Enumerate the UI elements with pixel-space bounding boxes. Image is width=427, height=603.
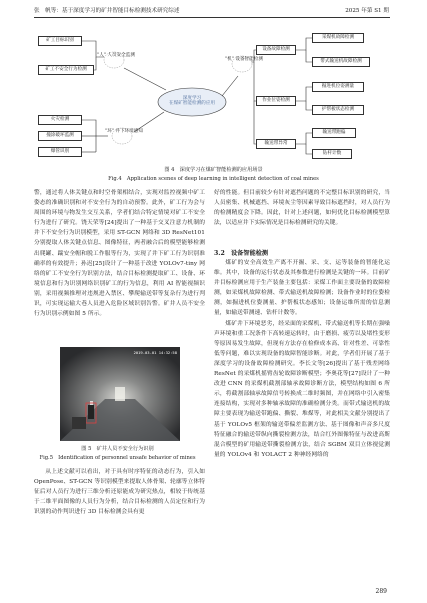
video-timestamp: 2019-03-01 14:32:58 <box>133 350 177 355</box>
figure-4 <box>34 24 394 164</box>
box-roadheader-pose: 掘进机位姿测量 <box>312 82 364 92</box>
box-miner-unsafe-behavior: 矿工不安全行为检测 <box>38 65 94 75</box>
right-column-bottom-text <box>214 258 390 460</box>
page-number: 289 <box>375 588 387 595</box>
box-damage-monitoring: 撞涂破坏监测 <box>38 131 82 141</box>
figure-4-connectors <box>34 24 394 164</box>
paragraph: 警，通过将人体关键点和时空骨架相结合，实现对监控视频中矿工姿态的准确识别和对不安全行为的自动预警。此外，矿工行为会与周围的环境与物发生交互关系，学者们结合特定情境对矿工不安全行为进行了研究。饶天荣等[24]提出了一种基于交叉注意力机制的井下不安全行为识别模型，采用 ST-GCN 网络和 3D ResNet101 分别提取人体关键点信息、图像特征，两者融合后的模型能够检测出爬罐、踹安全帽和脱工作服等行为，实现了井下矿工行为识别准确率的有效提升；孙迟[25]设计了一种基于改进 YOLOv7-tiny 网络的矿工不安全行为识别方法，结合目标检测提取矿工、设备、环境信息和行为识别网络识别矿工的行为信息，利用 AI 智能视频识别，采用视频推理对违规进入禁区、攀爬输送带等复杂行为进行判识，可实现运输大巷人员进入危险区域识别告警。矿井人员不安全行为识别示例如图 5 所示。 <box>34 190 205 318</box>
box-miner-target-recognition: 矿工目标识别 <box>38 36 82 46</box>
node-people: "人" 人员安全监测 <box>97 53 135 58</box>
figure-4-caption-cn: 图 4 深度学习在煤矿智能检测的应用场景 <box>164 167 263 173</box>
figure-5-caption-en: Fig.5 Identification of personnel unsafe behavior of mines <box>39 455 196 461</box>
running-header-issue: 2025 年第 S1 期 <box>345 8 389 14</box>
node-environment: "环" 井下环境感知 <box>105 129 143 134</box>
tunnel-scene-image <box>60 347 180 441</box>
box-guard-plate-state: 护帮板状态检测 <box>312 105 364 115</box>
box-belt-abnormal: 输送带异常 <box>256 139 296 149</box>
paragraph: 好的性能。但目前较少有针对遮挡问题的不完整目标识别的研究，当人员密集、机械遮挡、环境灰尘等因素导致目标遮挡时，对人员行为的检测精度会下降。因此，针对上述问题，如何优化目标检测模型算法，以适应井下实际情况是目标检测研究的关键。 <box>214 190 390 227</box>
box-belt-conveyor-fault: 带式输送机故障检测 <box>312 57 370 67</box>
paragraph: 从上述文献可以看出，对于具有时序特征的动态行为，引入如 OpenPose、ST-GCN 等识别模型来提取人体骨架、轮廓等立体特征后对人员行为进行三维分析还原能成为研究热点，相较于传统基于二维平面图像的人员行为分析，结合目标检测的人员定位和行为识别的动作判识进行 3D 目标检测会具有更 <box>34 469 205 516</box>
box-pipe-burst: 爆管识别 <box>38 147 82 157</box>
node-machines: "机" 设备智能检测 <box>225 57 263 62</box>
figure-4-caption-en: Fig.4 Application scenes of deep learning in intelligent detection of coal mines <box>108 176 319 182</box>
box-belt-deviation: 输送带跑偏 <box>312 128 356 138</box>
paragraph: 煤矿的安全高效生产离不开掘、采、支、运等装备的智能化运维。其中，设备的运行状态及其参数进行检测是关键的一环。目前矿井目标检测应用于生产装备主要包括：采煤工作面主要设备的故障检测，如采煤机故障检测、带式输送机故障检测；设备作业时的位姿检测，如掘进机位姿测量、护帮板状态感知；设备运维所需的信息测量，如输送带测速、钻杆计数等。 <box>214 260 390 317</box>
figure-5-photo <box>60 347 180 441</box>
paragraph: 煤矿井下环境恶劣，经采面的采煤机、带式输送机等长期在强噪声环境和重工况条件下高转速运转时，由于磨损、疲劳以及堵性变形等原因易发生故障，但现有方法存在检修成本高、针对性差、可靠性低等问题，难以实现设备的故障智能诊断。对此，学者们开展了基于深度学习的设备故障检测研究。李长文等[26]提出了基于残差网络 ResNet 的采煤机摇臂齿轮故障诊断模型；李奥花等[27]设计了一种改进 CNN 的采煤机截割部轴承故障诊断方法，模型结构如图 6 所示，将截割部轴承故障信号转换成二维时频图，并在网络中引入密集连接结构，实现对多种轴承故障的准确检测分类。而带式输送机的故障主要表现为输送带跑偏、撕裂、堆煤等，对此相关文献分别提出了基于 YOLOv5 框架的输送带偏差监测方法、基于图像和声音多尺度特征融合的输送带纵向撕裂检测方法，结合红外图像特征与改进高斯混合模型的矿用输送带撕裂检测方法，结合 SGBM 双目立体视觉测量的 YOLOv4 和 YOLACT 2 种神经网络的 <box>214 320 390 458</box>
box-shearer-fault: 采煤机故障检测 <box>312 33 364 43</box>
box-fire-detection: 火灾检测 <box>38 115 82 125</box>
left-column-top-text <box>34 188 205 319</box>
box-work-pose: 作业位姿检测 <box>256 96 296 106</box>
running-header-title: 张 帆等：基于深度学习的矿井智能目标检测技术研究综述 <box>34 8 180 14</box>
header-rule <box>34 17 390 18</box>
box-drill-rod-count: 钻杆计数 <box>312 149 352 159</box>
center-oval-label: 深度学习 在煤矿智能检测的应用 <box>169 96 215 107</box>
section-heading-3-2: 3.2 设备智能检测 <box>214 250 269 257</box>
left-column-bottom-text <box>34 467 205 517</box>
figure-5-caption-cn: 图 5 矿井人员不安全行为识别 <box>81 446 154 452</box>
right-column-top-text <box>214 188 390 228</box>
box-equipment-fault: 设备故障检测 <box>256 45 296 55</box>
